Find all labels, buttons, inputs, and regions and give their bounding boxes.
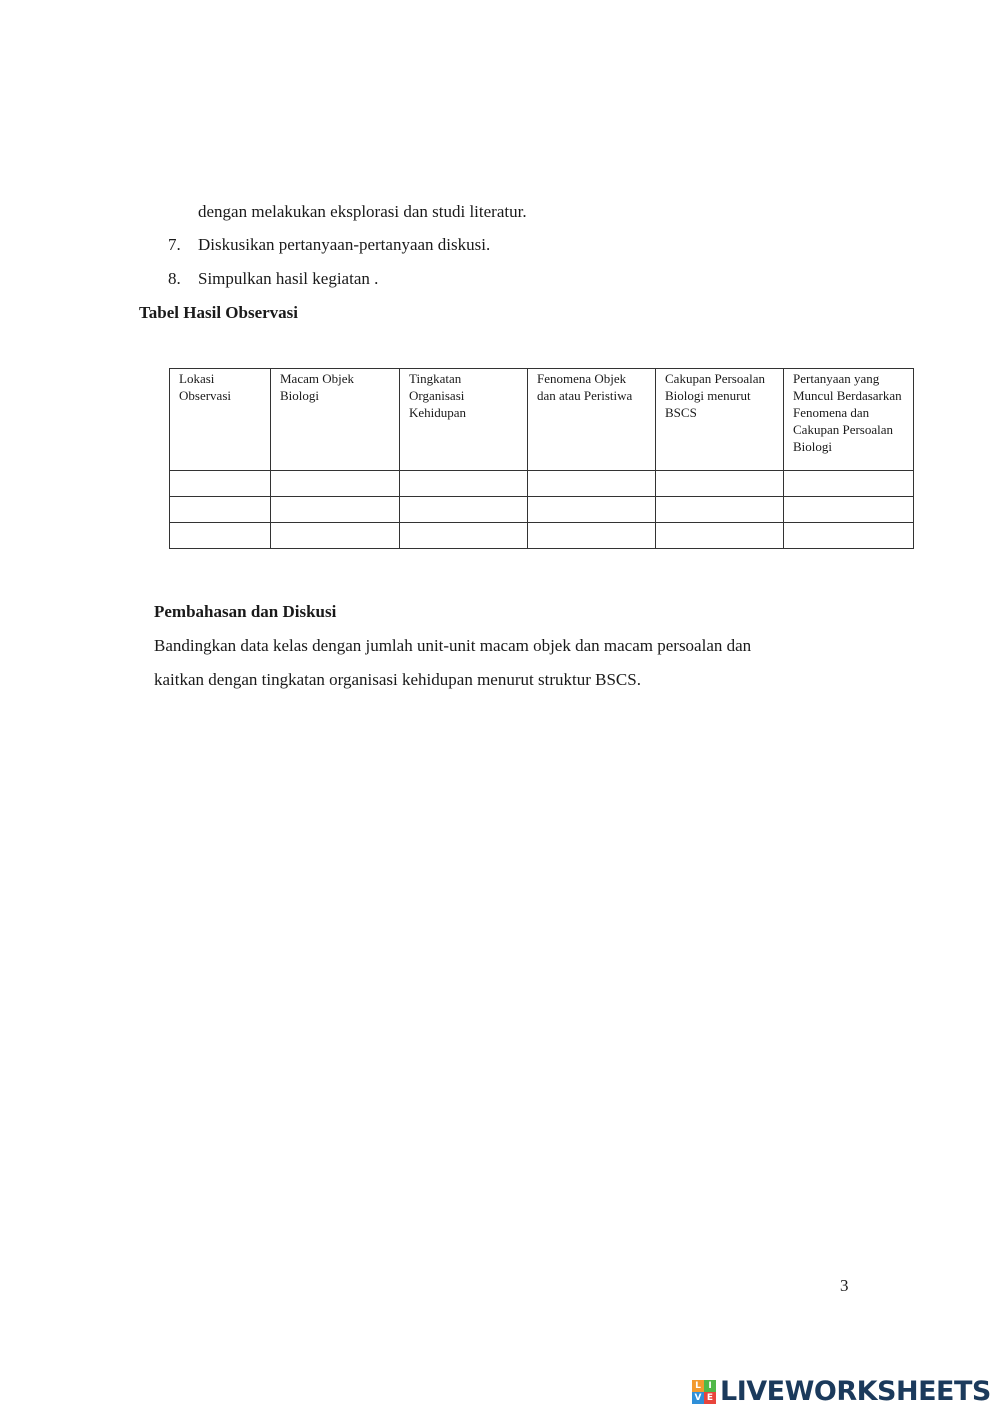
- header-text: Cakupan Persoalan Biologi menurut BSCS: [665, 371, 766, 420]
- observation-table: [169, 368, 914, 549]
- logo-letter-e: E: [704, 1392, 716, 1404]
- table-cell[interactable]: [784, 523, 914, 549]
- table-row: [170, 471, 914, 497]
- liveworksheets-watermark[interactable]: [692, 1374, 991, 1410]
- table-cell[interactable]: [400, 471, 528, 497]
- step-7-text: Diskusikan pertanyaan-pertanyaan diskusi.: [198, 235, 491, 254]
- header-text: Lokasi Observasi: [179, 371, 231, 403]
- table-cell[interactable]: [271, 497, 400, 523]
- logo-letter-v: V: [692, 1392, 704, 1404]
- header-tingkatan-organisasi: [400, 369, 528, 471]
- table-cell[interactable]: [784, 497, 914, 523]
- table-cell[interactable]: [656, 497, 784, 523]
- table-row: [170, 497, 914, 523]
- liveworksheets-wordmark: LIVEWORKSHEETS: [720, 1376, 991, 1407]
- table-title: Tabel Hasil Observasi: [139, 303, 299, 322]
- table-cell[interactable]: [400, 497, 528, 523]
- header-lokasi-observasi: [170, 369, 271, 471]
- step-7-number: 7.: [168, 235, 181, 254]
- table-cell[interactable]: [656, 471, 784, 497]
- table-cell[interactable]: [656, 523, 784, 549]
- table-cell[interactable]: [528, 523, 656, 549]
- step-8-text: Simpulkan hasil kegiatan .: [198, 269, 379, 288]
- table-cell[interactable]: [271, 471, 400, 497]
- table-row: [170, 523, 914, 549]
- header-text: Tingkatan Organisasi Kehidupan: [409, 371, 467, 420]
- header-cakupan-persoalan: [656, 369, 784, 471]
- header-text: Macam Objek Biologi: [280, 371, 355, 403]
- logo-letter-l: L: [692, 1380, 704, 1392]
- table-cell[interactable]: [170, 497, 271, 523]
- header-fenomena-objek: [528, 369, 656, 471]
- table-header-row: [170, 369, 914, 471]
- header-pertanyaan: [784, 369, 914, 471]
- discussion-line-1: Bandingkan data kelas dengan jumlah unit-unit macam objek dan macam persoalan dan: [154, 636, 752, 655]
- header-text: Pertanyaan yang Muncul Berdasarkan Fenomena dan Cakupan Persoalan Biologi: [793, 371, 902, 454]
- discussion-title: Pembahasan dan Diskusi: [154, 602, 337, 621]
- table-cell[interactable]: [170, 471, 271, 497]
- table-cell[interactable]: [271, 523, 400, 549]
- header-text: Fenomena Objek dan atau Peristiwa: [537, 371, 633, 403]
- table-cell[interactable]: [784, 471, 914, 497]
- step-8-number: 8.: [168, 269, 181, 288]
- table-cell[interactable]: [528, 497, 656, 523]
- table-cell[interactable]: [528, 471, 656, 497]
- header-macam-objek-biologi: [271, 369, 400, 471]
- liveworksheets-logo-icon: [692, 1380, 716, 1404]
- discussion-line-2: kaitkan dengan tingkatan organisasi kehidupan menurut struktur BSCS.: [154, 670, 641, 689]
- logo-letter-i: I: [704, 1380, 716, 1392]
- page-number: 3: [840, 1276, 849, 1295]
- step-continuation-text: dengan melakukan eksplorasi dan studi literatur.: [198, 202, 527, 221]
- table-cell[interactable]: [170, 523, 271, 549]
- table-cell[interactable]: [400, 523, 528, 549]
